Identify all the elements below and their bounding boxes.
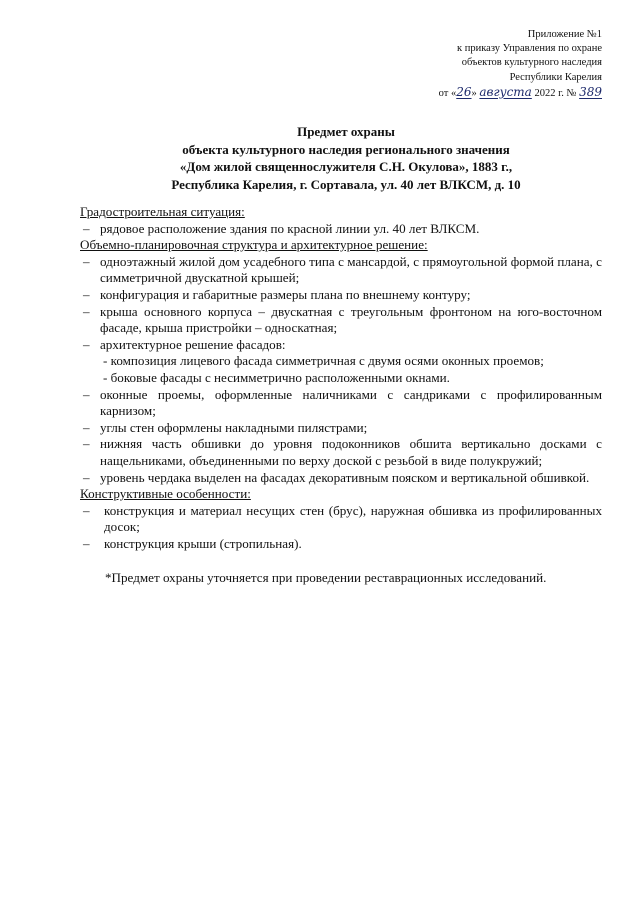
facade-subitem: - композиция лицевого фасада симметричная с двумя осями оконных проемов; xyxy=(103,353,544,369)
title-line: «Дом жилой священнослужителя С.Н. Окулова», 1883 г., xyxy=(179,159,513,174)
annex-order-ref: к приказу Управления по охране xyxy=(457,43,602,55)
bullet-dash: – xyxy=(83,336,90,352)
facade-subitem: - боковые фасады с несимметрично расположенными окнами. xyxy=(103,369,450,385)
handwritten-number: 389 xyxy=(579,84,602,99)
annex-block xyxy=(439,28,602,101)
title-line: Республика Карелия, г. Сортавала, ул. 40 лет ВЛКСМ, д. 10 xyxy=(171,176,521,192)
section-heading-construction: Конструктивные особенности: xyxy=(80,486,251,502)
handwritten-month: августа xyxy=(479,84,532,99)
list-item xyxy=(80,420,602,437)
document-title xyxy=(90,123,602,193)
list-item-text: крыша основного корпуса – двускатная с треугольным фронтоном на юго-восточном фасаде, крыша пристройки – односкатная; xyxy=(100,303,602,336)
footnote: *Предмет охраны уточняется при проведении реставрационных исследований. xyxy=(105,570,547,586)
annex-region: Республики Карелия xyxy=(509,71,602,83)
list-item-text: конфигурация и габаритные размеры плана по внешнему контуру; xyxy=(100,286,471,302)
bullet-dash: – xyxy=(83,286,90,302)
annex-date-line xyxy=(439,85,602,101)
date-suffix: 2022 г. № xyxy=(531,87,580,99)
list-item-text: рядовое расположение здания по красной линии ул. 40 лет ВЛКСМ. xyxy=(100,220,480,236)
list-item xyxy=(80,470,602,487)
list-item xyxy=(80,387,602,420)
date-prefix: от « xyxy=(438,87,457,99)
list-item xyxy=(80,287,602,304)
title-line: объекта культурного наследия регионального значения xyxy=(182,141,510,157)
list-item-text: конструкция и материал несущих стен (брус), наружная обшивка из профилированных досок; xyxy=(104,502,602,535)
list-item xyxy=(80,503,602,536)
bullet-dash: – xyxy=(83,253,90,269)
annex-authority: объектов культурного наследия xyxy=(461,57,602,69)
list-item-text: конструкция крыши (стропильная). xyxy=(104,535,302,551)
bullet-dash: – xyxy=(83,419,90,435)
annex-title: Приложение №1 xyxy=(527,29,602,40)
list-item-text: углы стен оформлены накладными пилястрами; xyxy=(100,419,368,435)
list-item-text: архитектурное решение фасадов: xyxy=(100,336,286,352)
date-mid: » xyxy=(471,87,480,99)
list-item-text: одноэтажный жилой дом усадебного типа с мансардой, с прямоугольной формой плана, с симметричной двускатной крышей; xyxy=(100,253,602,286)
handwritten-day: 26 xyxy=(456,84,472,99)
bullet-dash: – xyxy=(83,502,90,518)
list-item xyxy=(80,536,602,553)
list-item xyxy=(80,254,602,287)
section-heading-urban: Градостроительная ситуация: xyxy=(80,204,245,219)
list-item-text: уровень чердака выделен на фасадах декоративным пояском и вертикальной обшивкой. xyxy=(100,469,590,485)
list-item-text: нижняя часть обшивки до уровня подоконников обшита вертикально досками с нащельниками, объединенными по верху доской с резьбой в виде полукружий; xyxy=(100,436,602,468)
bullet-dash: – xyxy=(83,535,90,551)
bullet-dash: – xyxy=(83,386,90,402)
section-heading-architecture: Объемно-планировочная структура и архитектурное решение: xyxy=(80,237,428,253)
bullet-dash: – xyxy=(83,220,90,236)
list-item xyxy=(80,221,602,238)
document-body xyxy=(80,204,602,587)
bullet-dash: – xyxy=(83,469,90,485)
list-item-text: оконные проемы, оформленные наличниками с сандриками с профилированным карнизом; xyxy=(100,386,602,419)
list-item xyxy=(80,436,602,469)
bullet-dash: – xyxy=(83,303,90,319)
list-item xyxy=(80,304,602,337)
bullet-dash: – xyxy=(83,436,90,452)
title-line: Предмет охраны xyxy=(297,124,395,139)
list-item xyxy=(80,337,602,354)
